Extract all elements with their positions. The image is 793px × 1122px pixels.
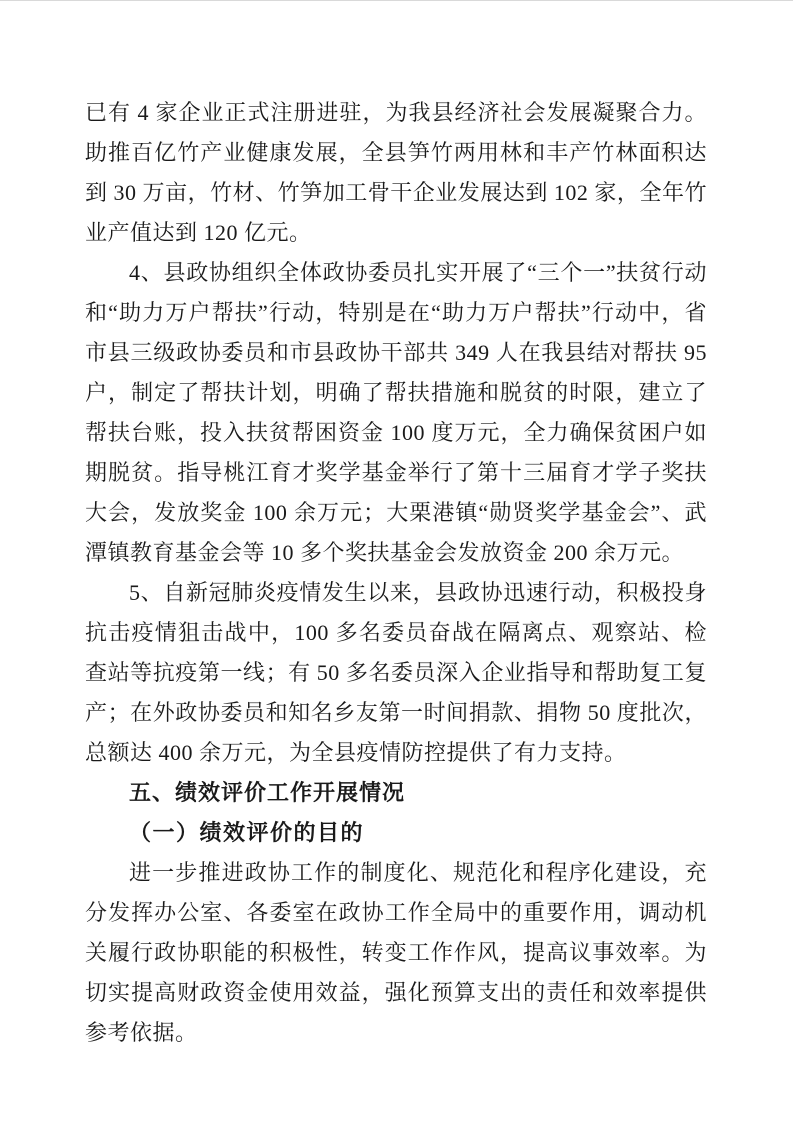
paragraph-item-5-covid-response: 5、自新冠肺炎疫情发生以来，县政协迅速行动，积极投身抗击疫情狙击战中，100 多名委员奋战在隔离点、观察站、检查站等抗疫第一线；有 50 多名委员深入企业指导和帮助复工复产；在外政协委员和知名乡友第一时间捐款、捐物 50 度批次，总额达 400 余万元，为全县疫情防控提供了有力支持。	[85, 580, 707, 765]
paragraph-evaluation-purpose-body: 进一步推进政协工作的制度化、规范化和程序化建设，充分发挥办公室、各委室在政协工作全局中的重要作用，调动机关履行政协职能的积极性，转变工作作风，提高议事效率。为切实提高财政资金使用效益，强化预算支出的责任和效率提供参考依据。	[85, 860, 707, 1045]
document-content	[85, 93, 707, 1053]
subsection-heading-evaluation-purpose: （一）绩效评价的目的	[129, 820, 365, 845]
paragraph-bamboo-industry-continuation: 已有 4 家企业正式注册进驻，为我县经济社会发展凝聚合力。助推百亿竹产业健康发展，全县笋竹两用林和丰产竹林面积达到 30 万亩，竹材、竹笋加工骨干企业发展达到 102 家，全年竹业产值达到 120 亿元。	[85, 100, 707, 245]
paragraph-item-4-poverty-alleviation: 4、县政协组织全体政协委员扎实开展了“三个一”扶贫行动和“助力万户帮扶”行动，特别是在“助力万户帮扶”行动中，省市县三级政协委员和市县政协干部共 349 人在我县结对帮扶 95 户，制定了帮扶计划，明确了帮扶措施和脱贫的时限，建立了帮扶台账，投入扶贫帮困资金 100 度万元，全力确保贫困户如期脱贫。指导桃江育才奖学基金举行了第十三届育才学子奖扶大会，发放奖金 100 余万元；大栗港镇“勋贤奖学基金会”、武潭镇教育基金会等 10 多个奖扶基金会发放资金 200 余万元。	[85, 260, 707, 565]
section-heading-performance-evaluation: 五、绩效评价工作开展情况	[129, 780, 406, 805]
